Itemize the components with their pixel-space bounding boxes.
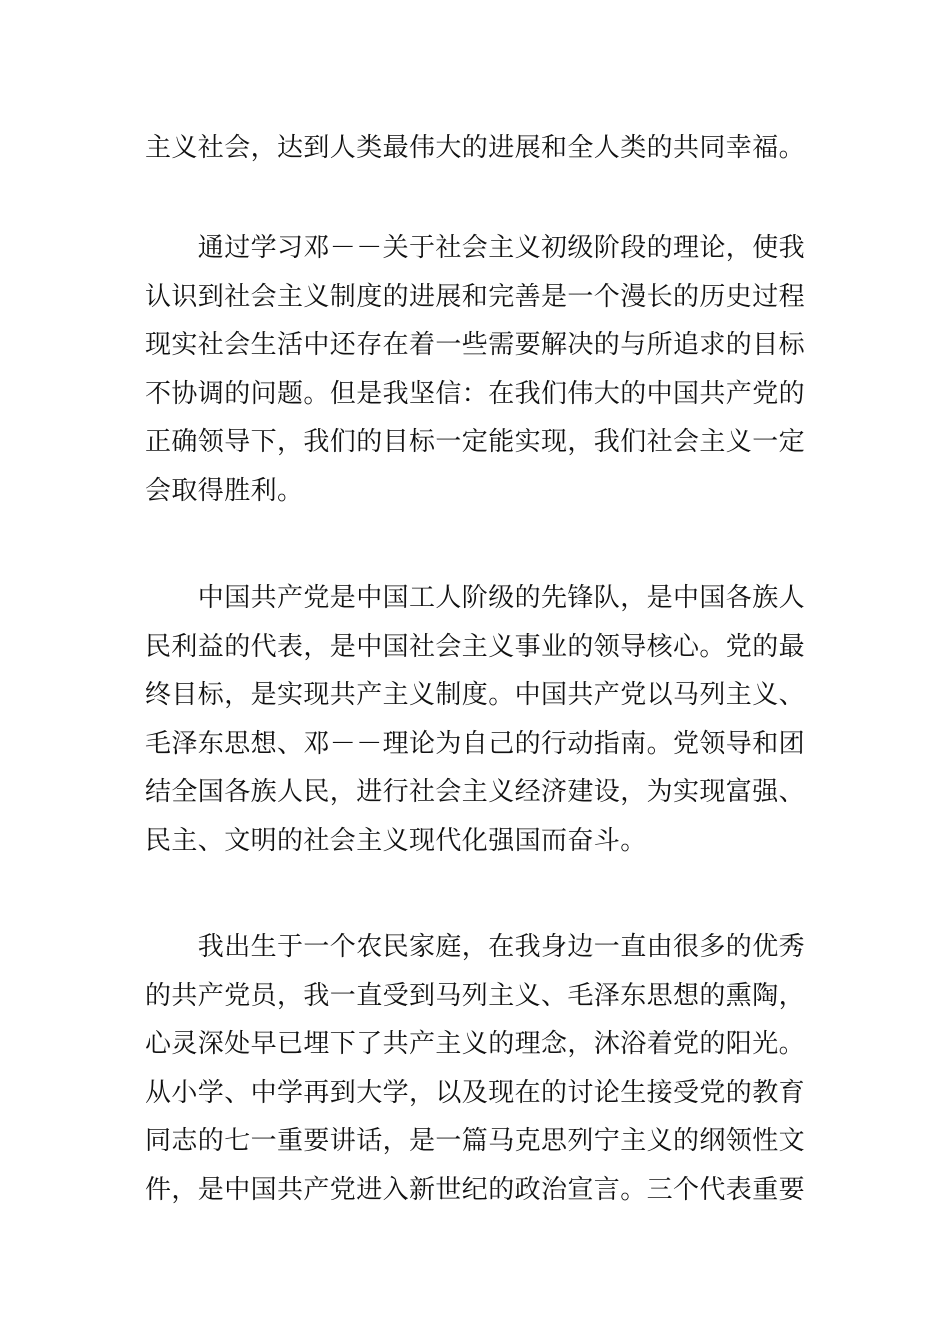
- paragraph-3: [145, 574, 810, 865]
- paragraph-2: [145, 224, 810, 515]
- text-line: 毛泽东思想、邓－－理论为自己的行动指南。党领导和团: [145, 728, 806, 759]
- text-line: 现实社会生活中还存在着一些需要解决的与所追求的目标: [145, 330, 806, 360]
- text-line: 认识到社会主义制度的进展和完善是一个漫长的历史过程: [145, 281, 806, 312]
- text-line: 不协调的问题。但是我坚信：在我们伟大的中国共产党的: [145, 378, 806, 409]
- text-line: 同志的七一重要讲话，是一篇马克思列宁主义的纲领性文: [145, 1126, 806, 1156]
- text-line: 件，是中国共产党进入新世纪的政治宣言。三个代表重要: [145, 1174, 806, 1205]
- text-line: 心灵深处早已埋下了共产主义的理念，沐浴着党的阳光。: [145, 1029, 806, 1059]
- text-line: 从小学、中学再到大学，以及现在的讨论生接受党的教育: [145, 1077, 806, 1108]
- text-line: 主义社会，达到人类最伟大的进展和全人类的共同幸福。: [145, 133, 806, 163]
- paragraph-4: [145, 923, 810, 1214]
- text-line: 会取得胜利。: [145, 475, 304, 506]
- text-line: 正确领导下，我们的目标一定能实现，我们社会主义一定: [145, 427, 806, 457]
- text-line: 结全国各族人民，进行社会主义经济建设，为实现富强、: [145, 777, 806, 807]
- text-line: 的共产党员，我一直受到马列主义、毛泽东思想的熏陶，: [145, 980, 806, 1011]
- text-line: 通过学习邓－－关于社会主义初级阶段的理论，使我: [145, 233, 806, 263]
- text-line: 民利益的代表，是中国社会主义事业的领导核心。党的最: [145, 631, 806, 662]
- text-line: 我出生于一个农民家庭，在我身边一直由很多的优秀: [145, 932, 806, 962]
- text-line: 中国共产党是中国工人阶级的先锋队，是中国各族人: [145, 583, 806, 613]
- paragraph-1: [145, 124, 810, 173]
- text-line: 终目标，是实现共产主义制度。中国共产党以马列主义、: [145, 680, 806, 710]
- text-line: 民主、文明的社会主义现代化强国而奋斗。: [145, 825, 647, 856]
